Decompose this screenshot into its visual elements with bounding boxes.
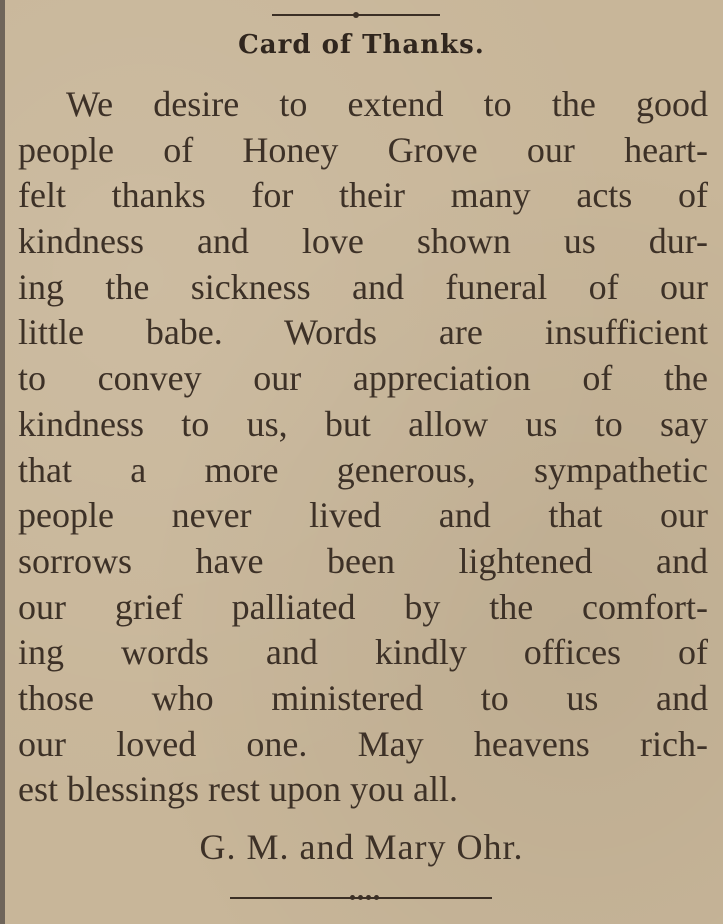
divider-ornament (374, 895, 379, 900)
signature: G. M. and Mary Ohr. (199, 827, 524, 867)
body-line: ing the sickness and funeral of our (18, 266, 708, 307)
body-line: our grief palliated by the comfort- (18, 586, 708, 627)
bottom-divider-rule (230, 897, 492, 899)
body-line: our loved one. May heavens rich- (18, 723, 708, 764)
body-line: est blessings rest upon you all. (18, 769, 458, 810)
body-line: little babe. Words are insufficient (18, 312, 708, 353)
divider-ornament (366, 895, 371, 900)
body-line: sorrows have been lightened and (18, 540, 708, 581)
body-line: felt thanks for their many acts of (18, 175, 708, 216)
scan-edge (0, 0, 5, 924)
body-line: people of Honey Grove our heart- (18, 129, 708, 170)
body-line: kindness to us, but allow us to say (18, 403, 708, 444)
divider-ornament (350, 895, 355, 900)
body-line: that a more generous, sympathetic (18, 449, 708, 490)
body-line: kindness and love shown us dur- (18, 221, 708, 262)
top-divider-rule (272, 14, 440, 16)
body-line: those who ministered to us and (18, 677, 708, 718)
divider-ornament (353, 12, 359, 18)
article-title: Card of Thanks. (238, 30, 485, 60)
body-line: We desire to extend to the good (66, 84, 708, 124)
article-body (18, 82, 708, 813)
body-line: ing words and kindly offices of (18, 632, 708, 673)
divider-ornament (358, 895, 363, 900)
body-line: to convey our appreciation of the (18, 358, 708, 399)
body-line: people never lived and that our (18, 495, 708, 536)
